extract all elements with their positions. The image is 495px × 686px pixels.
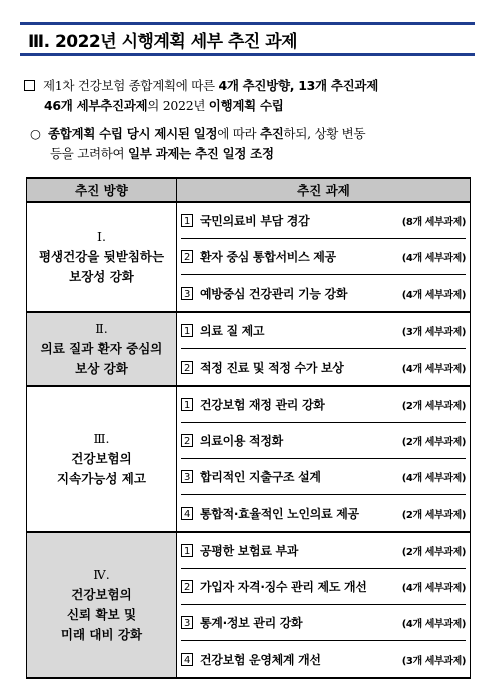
- task-subtask-count: (2개 세부과제): [401, 401, 466, 412]
- task-cell: [177, 495, 471, 532]
- bullet2-mid3: 등을 고려하여: [50, 146, 128, 161]
- direction-label-line: 의료 질과 환자 중심의: [40, 341, 163, 356]
- direction-label-line: 미래 대비 강화: [60, 627, 143, 642]
- task-cell: [177, 202, 471, 239]
- task-number-box: 1: [181, 398, 193, 411]
- task-subtask-count: (2개 세부과제): [401, 509, 466, 521]
- table-row: [27, 386, 471, 423]
- task-name: 통계·정보 관리 강화: [200, 616, 303, 630]
- task-name-group: [181, 359, 344, 376]
- task-name-group: [181, 322, 264, 339]
- direction-label-line: 보상 강화: [75, 361, 128, 376]
- task-subtask-count: (4개 세부과제): [401, 583, 466, 594]
- bullet2-bold1: 종합계획 수립 당시 제시된 일정: [48, 126, 218, 141]
- section-title: Ⅲ. 2022년 시행계획 세부 추진 과제: [28, 31, 298, 52]
- task-name-group: [181, 248, 336, 265]
- task-cell: [177, 532, 471, 569]
- task-name: 가입자 자격·징수 관리 제도 개선: [200, 580, 367, 594]
- task-name: 의료 질 제고: [200, 324, 265, 338]
- task-item: [181, 459, 466, 495]
- task-subtask-count: (4개 세부과제): [401, 289, 466, 301]
- table-row: [27, 532, 471, 569]
- bullet-schedule-note: [30, 124, 480, 164]
- task-name-group: [181, 614, 302, 631]
- bullet2-bold2: 추진: [259, 126, 284, 141]
- task-number-box: 1: [181, 324, 193, 337]
- section-title-bar: [20, 22, 475, 56]
- bullet2-mid1: 에 따라: [217, 126, 260, 141]
- header-direction: 추진 방향: [27, 178, 177, 202]
- direction-label-line: 건강보험의: [71, 451, 132, 466]
- task-number-box: 2: [181, 434, 193, 447]
- direction-cell: [27, 532, 177, 678]
- task-name: 건강보험 운영체계 개선: [200, 652, 321, 667]
- task-number-box: 3: [181, 470, 193, 483]
- bullet2-mid2: 하되, 상황 변동: [283, 126, 366, 141]
- table-header-row: [27, 178, 471, 202]
- task-number-box: 1: [181, 214, 193, 227]
- direction-cell: [27, 386, 177, 532]
- task-item: [181, 276, 466, 311]
- direction-label-line: 건강보험의: [71, 587, 132, 602]
- direction-label-line: 지속가능성 제고: [57, 471, 146, 486]
- task-number-box: 3: [181, 616, 193, 629]
- task-cell: [177, 386, 471, 423]
- task-name-group: [181, 396, 325, 413]
- task-cell: [177, 569, 471, 605]
- task-number-box: 2: [181, 250, 193, 263]
- task-name: 합리적인 지출구조 설계: [200, 470, 321, 484]
- task-subtask-count: (2개 세부과제): [401, 547, 466, 558]
- task-subtask-count: (4개 세부과제): [401, 363, 466, 375]
- task-name-group: [181, 285, 347, 302]
- square-bullet-icon: [24, 80, 35, 91]
- table-row: [27, 202, 471, 239]
- task-name: 적정 진료 및 적정 수가 보상: [200, 360, 344, 375]
- task-number-box: 2: [181, 580, 193, 593]
- task-number-box: 4: [181, 653, 193, 666]
- task-name: 환자 중심 통합서비스 제공: [200, 250, 336, 264]
- task-subtask-count: (2개 세부과제): [401, 437, 466, 448]
- task-item: [181, 239, 466, 275]
- task-name: 국민의료비 부담 경감: [200, 214, 310, 228]
- task-name-group: [181, 542, 298, 559]
- direction-label-line: 평생건강을 뒷받침하는: [38, 249, 165, 264]
- task-item: [181, 496, 466, 531]
- task-name-group: [181, 468, 321, 485]
- bullet1-mid: 의 2022년: [147, 98, 209, 113]
- task-item: [181, 605, 466, 641]
- task-subtask-count: (8개 세부과제): [401, 217, 466, 228]
- task-name: 공평한 보험료 부과: [200, 544, 299, 558]
- bullet1-bold3: 이행계획 수립: [208, 98, 284, 113]
- task-name-group: [181, 432, 283, 449]
- task-cell: [177, 423, 471, 459]
- task-cell: [177, 312, 471, 349]
- task-item: [181, 203, 466, 239]
- header-task: 추진 과제: [177, 178, 471, 202]
- bullet2-bold3: 일부 과제는 추진 일정 조정: [128, 146, 274, 161]
- task-name: 의료이용 적정화: [200, 434, 283, 448]
- task-name-group: [181, 212, 309, 229]
- task-item: [181, 569, 466, 605]
- task-cell: [177, 641, 471, 678]
- direction-cell: [27, 312, 177, 386]
- task-subtask-count: (4개 세부과제): [401, 253, 466, 264]
- bullet1-bold1: 4개 추진방향, 13개 추진과제: [218, 78, 378, 93]
- task-name-group: [181, 578, 367, 595]
- task-number-box: 1: [181, 544, 193, 557]
- direction-label-line: 신뢰 확보 및: [66, 607, 137, 622]
- task-name: 통합적·효율적인 노인의료 제공: [200, 506, 359, 521]
- task-number-box: 2: [181, 361, 193, 374]
- task-item: [181, 387, 466, 423]
- direction-roman: Ⅱ.: [95, 321, 108, 336]
- task-number-box: 4: [181, 507, 193, 520]
- task-cell: [177, 275, 471, 312]
- task-item: [181, 350, 466, 385]
- task-item: [181, 313, 466, 349]
- circle-bullet-icon: ○: [30, 126, 41, 141]
- bullet1-pre: 제1차 건강보험 종합계획에 따른: [43, 78, 219, 93]
- task-table: [26, 177, 471, 679]
- task-cell: [177, 459, 471, 495]
- table-row: [27, 312, 471, 349]
- task-subtask-count: (4개 세부과제): [401, 473, 466, 484]
- bullet-plan-summary: [24, 76, 484, 116]
- task-name: 건강보험 재정 관리 강화: [200, 398, 325, 412]
- direction-cell: [27, 202, 177, 312]
- direction-roman: Ⅳ.: [93, 567, 110, 582]
- task-item: [181, 423, 466, 459]
- task-item: [181, 642, 466, 677]
- task-subtask-count: (4개 세부과제): [401, 619, 466, 630]
- task-subtask-count: (3개 세부과제): [401, 655, 466, 667]
- task-item: [181, 533, 466, 569]
- bullet1-bold2: 46개 세부추진과제: [44, 98, 148, 113]
- task-number-box: 3: [181, 287, 193, 300]
- task-cell: [177, 239, 471, 275]
- task-name-group: [181, 505, 359, 522]
- direction-label-line: 보장성 강화: [69, 269, 134, 284]
- task-name-group: [181, 651, 321, 668]
- task-cell: [177, 605, 471, 641]
- task-cell: [177, 349, 471, 386]
- task-subtask-count: (3개 세부과제): [401, 327, 466, 338]
- task-name: 예방중심 건강관리 기능 강화: [200, 286, 348, 301]
- direction-roman: Ⅰ.: [97, 229, 106, 244]
- direction-roman: Ⅲ.: [93, 431, 110, 446]
